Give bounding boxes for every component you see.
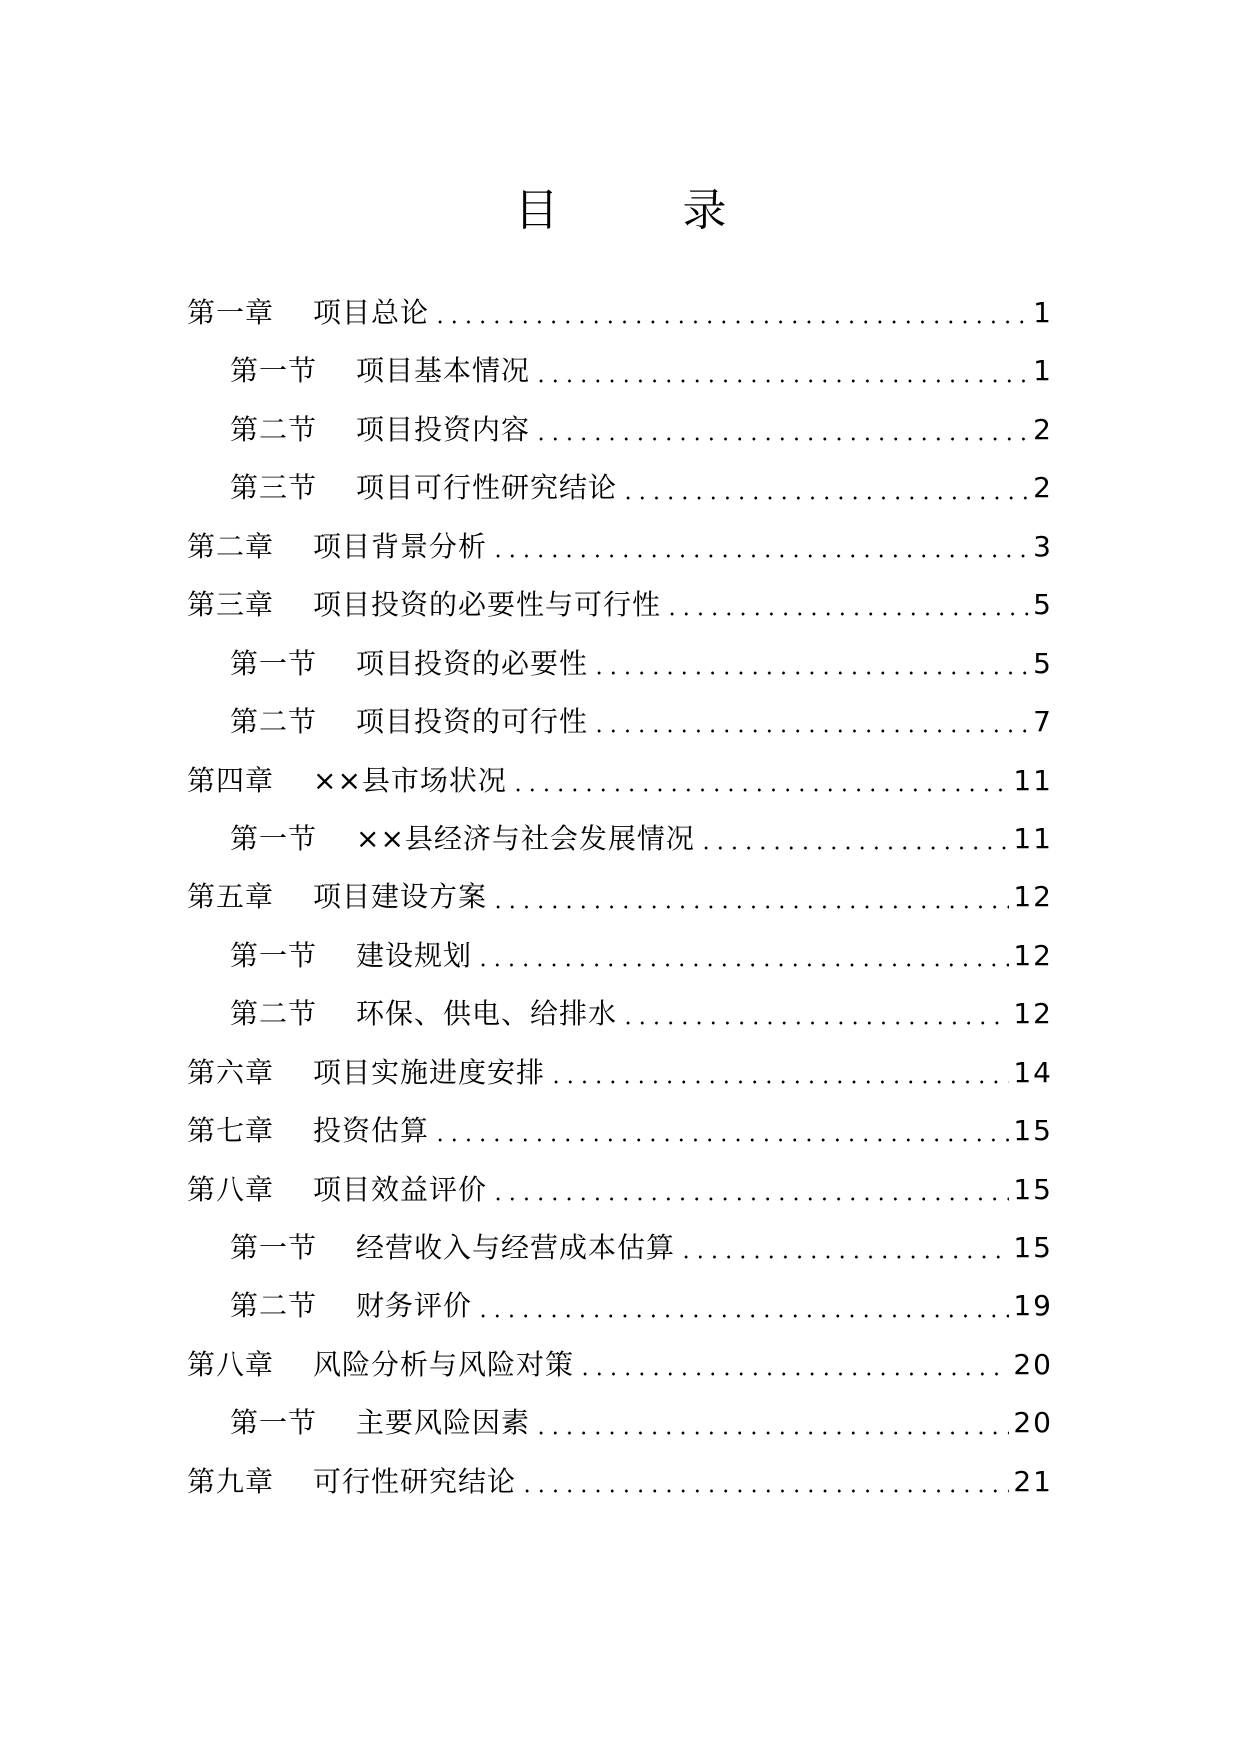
toc-entry-number: 第三章 — [187, 588, 275, 622]
toc-entry-title: 投资估算 — [313, 1114, 430, 1148]
toc-entry-title: 项目基本情况 — [356, 354, 531, 388]
toc-entry-number: 第二节 — [230, 412, 318, 446]
toc-entry-title: ××县经济与社会发展情况 — [356, 821, 695, 855]
toc-dot-leader — [433, 318, 1029, 326]
toc-chapter-entry[interactable] — [187, 518, 1053, 576]
toc-chapter-entry[interactable] — [187, 1161, 1053, 1219]
toc-chapter-entry[interactable] — [187, 1102, 1053, 1160]
toc-page-number: 15 — [1013, 1114, 1053, 1148]
toc-dot-leader — [534, 435, 1029, 443]
toc-page-number: 12 — [1013, 938, 1053, 972]
toc-entry-title: 可行性研究结论 — [313, 1464, 517, 1498]
toc-page-number: 5 — [1033, 588, 1053, 622]
toc-section-entry[interactable] — [187, 693, 1053, 751]
toc-page-number: 20 — [1013, 1347, 1053, 1381]
toc-page-number: 21 — [1013, 1464, 1053, 1498]
toc-dot-leader — [592, 727, 1029, 735]
toc-entry-number: 第一节 — [230, 354, 318, 388]
toc-entry-title: 建设规划 — [356, 938, 473, 972]
toc-dot-leader — [621, 1019, 1009, 1027]
toc-dot-leader — [433, 1136, 1009, 1144]
toc-section-entry[interactable] — [187, 985, 1053, 1043]
toc-entry-number: 第四章 — [187, 763, 275, 797]
toc-dot-leader — [592, 669, 1029, 677]
toc-entry-number: 第一节 — [230, 1406, 318, 1440]
toc-section-entry[interactable] — [187, 635, 1053, 693]
toc-entry-title: 项目效益评价 — [313, 1172, 488, 1206]
toc-chapter-entry[interactable] — [187, 752, 1053, 810]
toc-page-number: 2 — [1033, 412, 1053, 446]
toc-section-entry[interactable] — [187, 1219, 1053, 1277]
toc-entry-number: 第二节 — [230, 1289, 318, 1323]
toc-page-number: 1 — [1033, 296, 1053, 329]
toc-entry-number: 第八章 — [187, 1172, 275, 1206]
toc-page-number: 12 — [1013, 997, 1053, 1031]
toc-section-entry[interactable] — [187, 401, 1053, 459]
toc-page-number: 19 — [1013, 1289, 1053, 1323]
toc-dot-leader — [476, 961, 1009, 969]
toc-page-number: 5 — [1033, 646, 1053, 680]
toc-page-number: 12 — [1013, 880, 1053, 914]
toc-chapter-entry[interactable] — [187, 1044, 1053, 1102]
toc-dot-leader — [491, 903, 1009, 911]
toc-section-entry[interactable] — [187, 1394, 1053, 1452]
toc-dot-leader — [534, 1429, 1009, 1437]
toc-page-number: 1 — [1033, 354, 1053, 388]
toc-entry-title: 项目可行性研究结论 — [356, 471, 618, 505]
toc-dot-leader — [665, 610, 1029, 618]
toc-entry-title: 风险分析与风险对策 — [313, 1347, 575, 1381]
toc-page-number: 20 — [1013, 1406, 1053, 1440]
toc-entry-number: 第八章 — [187, 1347, 275, 1381]
toc-entry-title: 财务评价 — [356, 1289, 473, 1323]
toc-entry-title: 项目总论 — [313, 296, 430, 329]
toc-entry-title: 项目投资的可行性 — [356, 705, 589, 739]
toc-entry-title: 项目投资的必要性与可行性 — [313, 588, 662, 622]
toc-entry-number: 第五章 — [187, 880, 275, 914]
toc-entry-title: 项目实施进度安排 — [313, 1055, 546, 1089]
toc-entry-number: 第一节 — [230, 646, 318, 680]
toc-page-number: 14 — [1013, 1055, 1053, 1089]
toc-entry-number: 第一节 — [230, 821, 318, 855]
toc-entry-title: 项目投资的必要性 — [356, 646, 589, 680]
table-of-contents — [187, 284, 1053, 1511]
toc-dot-leader — [549, 1078, 1009, 1086]
toc-chapter-entry[interactable] — [187, 868, 1053, 926]
toc-section-entry[interactable] — [187, 810, 1053, 868]
toc-dot-leader — [511, 786, 1009, 794]
toc-entry-number: 第二章 — [187, 529, 275, 563]
toc-entry-title: ××县市场状况 — [313, 763, 507, 797]
toc-entry-number: 第二节 — [230, 705, 318, 739]
toc-chapter-entry[interactable] — [187, 1453, 1053, 1511]
toc-entry-title: 经营收入与经营成本估算 — [356, 1231, 676, 1264]
toc-entry-title: 主要风险因素 — [356, 1406, 531, 1440]
toc-section-entry[interactable] — [187, 459, 1053, 517]
toc-entry-number: 第一节 — [230, 938, 318, 972]
toc-page-number: 3 — [1033, 529, 1053, 563]
toc-entry-number: 第三节 — [230, 471, 318, 505]
toc-dot-leader — [476, 1312, 1009, 1320]
toc-chapter-entry[interactable] — [187, 1336, 1053, 1394]
toc-dot-leader — [534, 377, 1029, 385]
toc-entry-title: 项目投资内容 — [356, 412, 531, 446]
toc-entry-number: 第一节 — [230, 1231, 318, 1264]
toc-dot-leader — [491, 1195, 1009, 1203]
toc-entry-number: 第九章 — [187, 1464, 275, 1498]
toc-page-number: 15 — [1013, 1172, 1053, 1206]
toc-dot-leader — [520, 1487, 1009, 1495]
toc-page-number: 2 — [1033, 471, 1053, 505]
toc-section-entry[interactable] — [187, 342, 1053, 400]
toc-entry-number: 第七章 — [187, 1114, 275, 1148]
toc-entry-number: 第一章 — [187, 296, 275, 329]
toc-dot-leader — [621, 494, 1029, 502]
toc-page-number: 15 — [1013, 1231, 1053, 1264]
toc-dot-leader — [491, 552, 1029, 560]
toc-chapter-entry[interactable] — [187, 284, 1053, 342]
toc-title: 目 录 — [514, 185, 767, 237]
toc-section-entry[interactable] — [187, 927, 1053, 985]
toc-entry-title: 环保、供电、给排水 — [356, 997, 618, 1031]
toc-dot-leader — [699, 844, 1009, 852]
toc-dot-leader — [679, 1253, 1009, 1261]
toc-page-number: 11 — [1013, 821, 1053, 855]
toc-entry-number: 第二节 — [230, 997, 318, 1031]
toc-page-number: 11 — [1013, 763, 1053, 797]
toc-entry-title: 项目建设方案 — [313, 880, 488, 914]
toc-page-number: 7 — [1033, 705, 1053, 739]
toc-chapter-entry[interactable] — [187, 576, 1053, 634]
toc-entry-title: 项目背景分析 — [313, 529, 488, 563]
toc-dot-leader — [578, 1370, 1009, 1378]
toc-entry-number: 第六章 — [187, 1055, 275, 1089]
toc-section-entry[interactable] — [187, 1277, 1053, 1335]
